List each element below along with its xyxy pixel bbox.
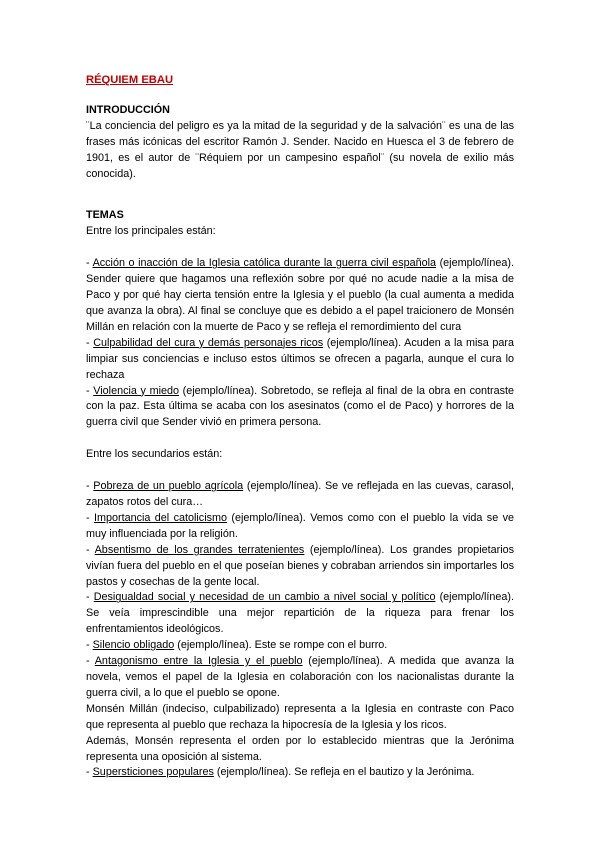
tema-title: Violencia y miedo bbox=[93, 384, 180, 397]
tema-secundario-1: - Pobreza de un pueblo agrícola (ejemplo/línea). Se ve reflejada en las cuevas, carasol, zapatos rotos del cura… bbox=[86, 480, 514, 509]
tema-title: Importancia del catolicismo bbox=[94, 511, 227, 524]
tema-title: Silencio obligado bbox=[92, 639, 175, 652]
tema-title: Desigualdad social y necesidad de un cambio a nivel social y político bbox=[93, 591, 436, 604]
tema-secundario-2: - Importancia del catolicismo (ejemplo/línea). Vemos como con el pueblo la vida se ve muy influenciada por la religión. bbox=[86, 511, 514, 540]
temas-heading: TEMAS bbox=[86, 209, 124, 222]
tema-title: Supersticiones populares bbox=[92, 766, 214, 779]
secundarios-intro: Entre los secundarios están: bbox=[86, 448, 223, 461]
intro-heading: INTRODUCCIÓN bbox=[86, 103, 170, 116]
tema-title: Acción o inacción de la Iglesia católica durante la guerra civil española bbox=[92, 257, 437, 270]
tema-secundario-4: - Desigualdad social y necesidad de un cambio a nivel social y político (ejemplo/línea). Se veía imprescindible una mejor repartición de la riqueza para frenar los enfrentamientos ideológicos. bbox=[86, 591, 514, 636]
tema-secundario-5: - Silencio obligado (ejemplo/línea). Este se rompe con el burro. bbox=[86, 639, 388, 652]
tema-title: Antagonismo entre la Iglesia y el pueblo bbox=[94, 655, 303, 668]
tema-principal-2: - Culpabilidad del cura y demás personajes ricos (ejemplo/línea). Acuden a la misa para limpiar sus conciencias e incluso estos últimos se ofrecen a pagarla, aunque el cura lo rechaza bbox=[86, 336, 514, 381]
extra-paragraph-1: Monsén Millán (indeciso, culpabilizado) representa a la Iglesia en contraste con Paco que representa al pueblo que rechaza la hipocresía de la Iglesia y los ricos. bbox=[86, 702, 514, 731]
tema-title: Culpabilidad del cura y demás personajes ricos bbox=[93, 336, 324, 349]
tema-secundario-6: - Antagonismo entre la Iglesia y el pueblo (ejemplo/línea). A medida que avanza la novela, vemos el papel de la Iglesia en colaboración con los nacionalistas durante la guerra civil, a lo que el pueblo se opone. bbox=[86, 655, 515, 699]
tema-principal-3: - Violencia y miedo (ejemplo/línea). Sobretodo, se refleja al final de la obra en contraste con la paz. Esta última se acaba con los asesinatos (como el de Paco) y horrores de la guerra civil que Sender vivió en primera persona. bbox=[86, 384, 514, 429]
tema-title: Pobreza de un pueblo agrícola bbox=[93, 480, 244, 493]
extra-paragraph-2: Además, Monsén representa el orden por lo establecido mientras que la Jerónima representa una oposición al sistema. bbox=[86, 734, 514, 763]
tema-secundario-3: - Absentismo de los grandes terratenientes (ejemplo/línea). Los grandes propietarios vivían fuera del pueblo en el que poseían bienes y cobraban arriendos sin importarles los pastos y cosechas de la gente local. bbox=[86, 543, 514, 588]
document-title: RÉQUIEM EBAU bbox=[86, 74, 174, 86]
principales-intro: Entre los principales están: bbox=[86, 225, 216, 238]
intro-paragraph: ¨La conciencia del peligro es ya la mitad de la seguridad y de la salvación¨ es una de las frases más icónicas del escritor Ramón J. Sender. Nacido en Huesca el 3 de febrero de 1901, es el autor de ¨Réquiem por un campesino español¨ (su novela de exilio más conocida). bbox=[86, 119, 514, 180]
tema-final: - Supersticiones populares (ejemplo/línea). Se refleja en el bautizo y la Jerónima. bbox=[86, 766, 475, 779]
tema-principal-1: - Acción o inacción de la Iglesia católica durante la guerra civil española (ejemplo/línea). Sender quiere que hagamos una reflexión sobre por qué no acude nadie a la misa de Paco y por qué hay cierta tensión entre la Iglesia y el pueblo (la cual aumenta a medida que avanza la obra). Al final se concluye que es debido a el papel traicionero de Monsén Millán en relación con la muerte de Paco y se refleja el remordimiento del cura bbox=[86, 257, 514, 333]
tema-title: Absentismo de los grandes terratenientes bbox=[94, 543, 305, 556]
